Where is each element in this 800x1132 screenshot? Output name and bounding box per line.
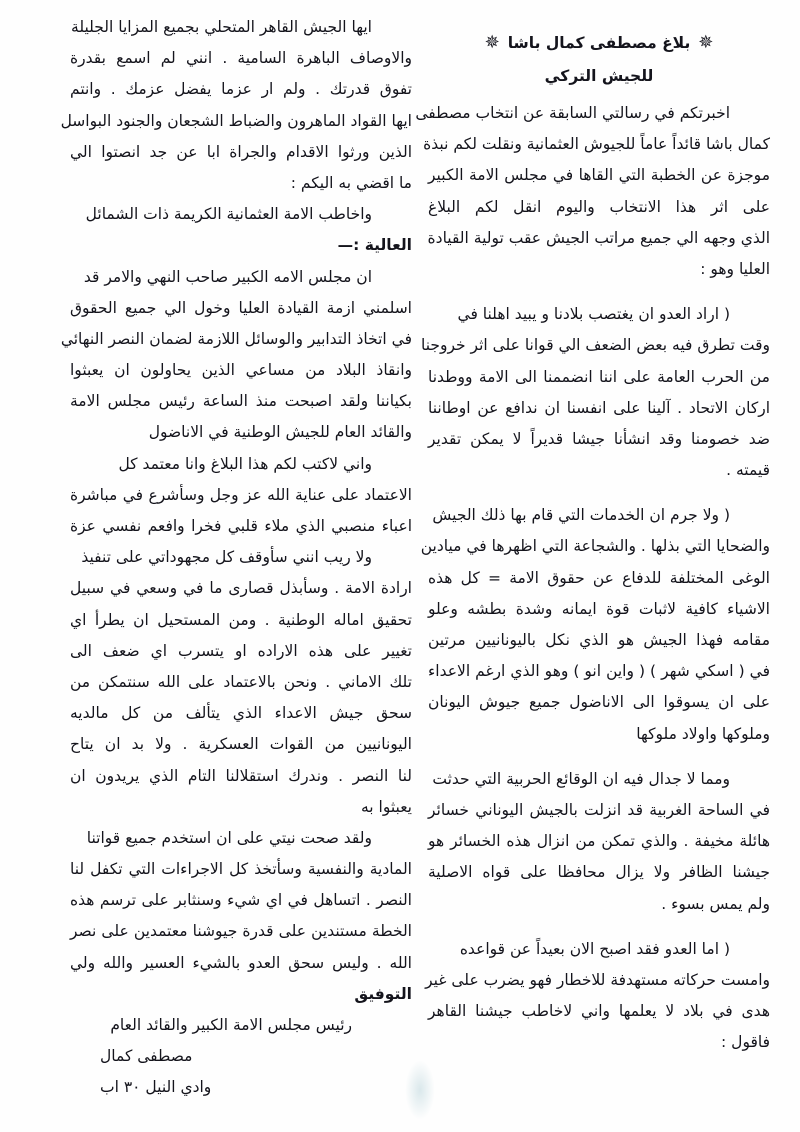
text-line: قيمته . xyxy=(726,461,770,480)
text-line: في الساحة الغربية قد انزلت بالجيش اليوناني خسائر xyxy=(428,800,770,819)
text-line: واني لاكتب لكم هذا البلاغ وانا معتمد كل xyxy=(118,454,372,473)
text-line: يعبثوا به xyxy=(360,797,412,816)
text-line: فاقول : xyxy=(721,1033,770,1052)
text-line: ولا ريب انني سأوقف كل مجهوداتي على تنفيذ xyxy=(81,548,372,567)
paragraph xyxy=(70,199,412,261)
text-line: وقت تطرق فيه بعض الضعف الي قوانا على اثر خروجنا xyxy=(420,336,770,355)
paper-stain xyxy=(405,1060,435,1120)
text-line: اعباء منصبي الذي ملاء قلبي فخرا وافعم نفسي عزة xyxy=(70,517,412,535)
text-line: اسلمني ازمة القيادة العليا وخول الي جميع الحقوق xyxy=(70,298,412,317)
paragraph xyxy=(70,542,412,823)
text-line: وملوكها واولاد ملوكها xyxy=(636,724,770,743)
text-line: ( اراد العدو ان يغتصب بلادنا و يبيد اهلنا في xyxy=(457,305,730,324)
text-line: من الحرب العامة على اننا انضممنا الى الامة ووطدنا xyxy=(428,367,770,386)
text-line: ارادة الامة . وسأبذل قصارى ما في وسعي في سبيل xyxy=(70,579,412,598)
text-line: الاشياء كافية لاثبات قوة ايمانه وشدة بطشه وعلو xyxy=(428,599,770,618)
ornament-star-icon: ✵ xyxy=(698,32,714,53)
text-line: هدى في بلاد لا يعلمها واني لاخاطب جيشنا القاهر xyxy=(428,1002,770,1021)
text-line: تفوق قدرتك . ولم ار عزما يفضل عزمك . وانتم xyxy=(70,80,412,99)
text-line: تحقيق اماله الوطنية . ومن المستحيل ان يطرأ اي xyxy=(70,610,412,629)
text-line: التوفيق xyxy=(354,984,412,1003)
ornament-star-icon: ✵ xyxy=(484,32,500,53)
text-line: كمال باشا قائداً عاماً للجيوش العثمانية ونقلت لكم نبذة xyxy=(423,135,770,154)
document-subtitle: للجيش التركي xyxy=(544,67,654,85)
text-line: مقامه فهذا الجيش هو الذي نكل باليونانيين مرتين xyxy=(428,631,770,649)
text-line: هائلة مخيفة . والذي تمكن من انزال هذه الخسائر هو xyxy=(428,832,770,851)
text-line: على ان يسوقوا الى الاناضول جميع جيوش اليونان xyxy=(428,693,770,712)
text-line: اركان الاتحاد . آلينا على انفسنا ان ندافع عن اوطاننا xyxy=(428,398,770,417)
text-line: والضحايا التي بذلها . والشجاعة التي اظهرها في ميادين xyxy=(420,537,770,556)
text-line: ضد خصومنا وقد انشأنا جيشا قديراً لا يمكن تقدير xyxy=(428,429,770,448)
text-line: واخاطب الامة العثمانية الكريمة ذات الشمائل xyxy=(85,205,372,224)
text-line: في اتخاذ التدابير والوسائل اللازمة لضمان النصر النهائي xyxy=(60,329,412,348)
text-line: موجزة عن الخطبة التي القاها في مجلس الامة الكبير xyxy=(428,166,770,185)
title-text: بلاغ مصطفى كمال باشا xyxy=(507,34,691,52)
paragraph xyxy=(70,823,412,1010)
text-line: ولم يمس بسوء . xyxy=(661,894,770,913)
text-line: الوغى المختلفة للدفاع عن حقوق الامة = كل هذه xyxy=(428,568,770,587)
text-line: اليونانيين من القوات العسكرية . ولا بد ان يتاح xyxy=(70,735,412,754)
text-line: الاعتماد على عناية الله عز وجل وسأشرع في مباشرة xyxy=(70,485,412,504)
text-line: في ( اسكي شهر ) ( واين انو ) وهو الذي ارغم الاعداء xyxy=(428,662,770,681)
text-line: النصر . اتساهل في اي شيء وسنثابر على ترسم هذه xyxy=(70,891,412,910)
text-line: العالية :— xyxy=(337,236,412,255)
left-column xyxy=(60,12,412,1104)
paragraph xyxy=(420,299,770,486)
text-line: والاوصاف الباهرة السامية . انني لم اسمع بقدرة xyxy=(70,49,412,68)
text-line: المادية والنفسية وسأتخذ كل الاجراءات التي تكفل لنا xyxy=(70,860,412,879)
paragraph xyxy=(60,12,412,199)
paragraph xyxy=(70,449,412,543)
text-line: اخبرتكم في رسالتي السابقة عن انتخاب مصطفى xyxy=(415,104,730,122)
text-line: وامست حركاته مستهدفة للاخطار فهو يضرب على غير xyxy=(425,970,770,989)
intro-paragraph xyxy=(415,98,770,285)
signature-place-date: وادي النيل ٣٠ اب xyxy=(100,1078,212,1097)
paragraph xyxy=(420,500,770,750)
text-line: على اثر هذا الانتخاب واليوم انقل لكم البلاغ xyxy=(428,197,770,216)
text-line: الله . وليس سحق العدو بالشيء العسير والله ولي xyxy=(70,953,412,972)
text-line: تغيير على هذه الاراده او يتسرب اي ضعف الى xyxy=(70,641,412,660)
text-line: ومما لا جدال فيه ان الوقائع الحربية التي حدثت xyxy=(432,769,730,788)
text-line: الخطة مستندين على قدرة جيوشنا معتمدين على نصر xyxy=(70,922,412,941)
text-line: تلك الاماني . ونحن بالاعتماد على الله سنتمكن من xyxy=(70,672,412,691)
signature-title: رئيس مجلس الامة الكبير والقائد العام xyxy=(110,1016,352,1034)
signature-block xyxy=(70,1010,412,1104)
text-line: والقائد العام للجيش الوطنية في الاناضول xyxy=(148,423,412,442)
text-line: لنا النصر . وندرك استقلالنا التام الذي يريدون ان xyxy=(70,766,412,785)
text-line: وانقاذ البلاد من مساعي الذين يحاولون ان يعبثوا xyxy=(70,361,412,380)
text-line: ان مجلس الامه الكبير صاحب النهي والامر قد xyxy=(83,267,372,286)
paragraph xyxy=(425,934,770,1059)
text-line: الذين ورثوا الاقدام والجراة ابا عن جد انصتوا الي xyxy=(70,142,412,161)
text-line: ( ولا جرم ان الخدمات التي قام بها ذلك الجيش xyxy=(432,506,730,525)
text-line: بكياننا ولقد اصبحت منذ الساعة رئيس مجلس الامة xyxy=(70,392,412,411)
paragraph xyxy=(428,764,770,920)
text-line: ( اما العدو فقد اصبح الان بعيداً عن قواعده xyxy=(459,939,730,958)
text-line: سحق جيش الاعداء الذي يتألف من كل مالديه xyxy=(70,704,412,723)
text-line: ايها الجيش القاهر المتحلي بجميع المزايا الجليلة xyxy=(71,18,372,36)
text-line: ايها القواد الماهرون والضباط الشجعان والجنود البواسل xyxy=(60,111,412,130)
paragraph xyxy=(60,262,412,449)
text-line: جيشنا الظافر ولا يزال محافظا على قواه الاصلية xyxy=(428,863,770,882)
document-title xyxy=(428,28,770,58)
text-line: ما اقضي به اليكم : xyxy=(290,173,412,192)
text-line: الذي وجهه الي جميع مراتب الجيش عقب تولية القيادة xyxy=(427,228,770,247)
text-line: العليا وهو : xyxy=(700,259,770,278)
right-column xyxy=(415,28,770,1058)
signature-name: مصطفى كمال xyxy=(100,1047,193,1066)
text-line: ولقد صحت نيتي على ان استخدم جميع قواتنا xyxy=(86,828,372,847)
